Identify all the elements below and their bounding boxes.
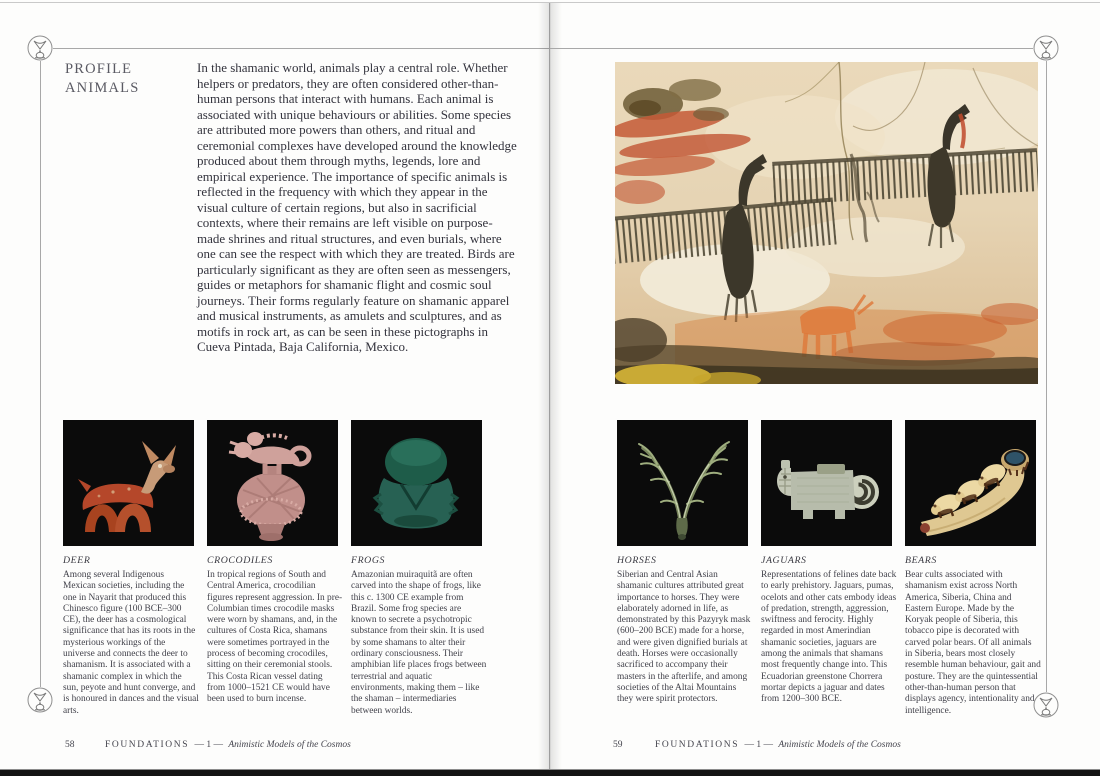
figure-frog <box>351 420 482 546</box>
deer-figure-image <box>63 420 194 546</box>
caption-title: CROCODILES <box>207 555 273 566</box>
crocodile-vessel-image <box>207 420 338 546</box>
horse-mask-image <box>617 420 748 546</box>
footer-chapter: Animistic Models of the Cosmos <box>228 740 351 750</box>
profile-heading <box>65 60 139 98</box>
bear-pipe-image <box>905 420 1036 546</box>
caption-text: In tropical regions of South and Central America, crocodilian figures represent aggression. In pre-Columbian times crocodile masks were worn by shamans, and, in the cultures of Costa Rica, shamans were sometimes portrayed in the process of becoming crocodiles, sitting on their ceremonial stools. This Costa Rican vessel dating from 1000–1521 CE would have been used to burn incense. <box>207 570 343 705</box>
profile-heading-line1: PROFILE <box>65 61 133 77</box>
gutter-divider <box>549 3 550 769</box>
caption-title: BEARS <box>905 555 937 566</box>
caption-title: FROGS <box>351 555 386 566</box>
cueva-pintada-pictographs-image <box>615 62 1038 384</box>
drum-ornament-icon <box>27 687 53 713</box>
caption-horses <box>617 555 753 706</box>
figure-crocodile <box>207 420 338 546</box>
profile-heading-line2: ANIMALS <box>65 80 140 96</box>
caption-text: Representations of felines date back to early prehistory. Jaguars, pumas, ocelots and other cats embody ideas of predation, strength, aggression, swiftness and ferocity. Highly regarded in most Amerindian shamanic societies, jaguars are among the animals that shamans most frequently change into. This Ecuadorian greenstone Chorrera mortar depicts a jaguar and dates from 1200–300 BCE. <box>761 570 897 705</box>
footer-section: FOUNDATIONS <box>655 740 740 750</box>
page-number-right: 59 <box>613 740 623 750</box>
caption-bears <box>905 555 1041 717</box>
caption-deer <box>63 555 199 717</box>
caption-text: Among several Indigenous Mexican societies, including the one in Nayarit that produced this Chinesco figure (100 BCE–300 CE), the deer has a cosmological significance that has its roots in the mysterious workings of the universe and connects the deer to shamanism. It is associated with a shamanic complex in which the sun, peyote and hunt converge, and is honoured in dances and the visual arts. <box>63 570 199 716</box>
figure-rock-art <box>615 62 1038 384</box>
running-footer-right <box>655 740 901 750</box>
caption-text: Bear cults associated with shamanism exist across North America, Siberia, China and Eastern Europe. Made by the Koryak people of Siberia, this tobacco pipe is decorated with carved polar bears. Of all animals in Siberia, bears most closely resemble human behaviour, gait and posture. They are the quintessential other-than-human person that displays agency, intentionality and intelligence. <box>905 570 1041 716</box>
side-rule-left <box>40 61 41 687</box>
caption-frogs <box>351 555 487 717</box>
figure-jaguar-mortar <box>761 420 892 546</box>
top-rule-left <box>53 48 550 49</box>
caption-title: JAGUARS <box>761 555 807 566</box>
figure-deer <box>63 420 194 546</box>
page-number-left: 58 <box>65 740 75 750</box>
intro-paragraph: In the shamanic world, animals play a central role. Whether helpers or predators, they are often considered other-than-human persons that interact with humans. Each animal is associated with unique behaviours or abilities. Some species are attributed more powers than others, and ritual and ceremonial complexes have developed around the knowledge produced about them through myths, legends, lore and empirical experience. The importance of specific animals is reflected in the frequency with which they appear in the visual culture of certain regions, but also in sacrificial contexts, where their remains are left visible on purpose-made shrines and ritual structures, and even burials, where one can see the respect with which they are treated. Birds are particularly significant as they are often seen as messengers, guides or metaphors for shamanic flight and cosmic soul journeys. Their forms regularly feature on shamanic apparel and musical instruments, as amulets and sculptures, and as motifs in rock art, as can be seen in these pictographs in Cueva Pintada, Baja California, Mexico. <box>197 60 517 354</box>
jaguar-mortar-image <box>761 420 892 546</box>
footer-separator: — 1 — <box>744 740 773 750</box>
gutter-shadow <box>538 3 562 769</box>
footer-chapter: Animistic Models of the Cosmos <box>778 740 901 750</box>
caption-jaguars <box>761 555 897 706</box>
caption-title: DEER <box>63 555 91 566</box>
drum-ornament-icon <box>27 35 53 61</box>
footer-separator: — 1 — <box>194 740 223 750</box>
running-footer-left <box>105 740 351 750</box>
frog-amulet-image <box>351 420 482 546</box>
caption-text: Amazonian muiraquitã are often carved into the shape of frogs, like this c. 1300 CE example from Brazil. Some frog species are known to secrete a psychotropic substance from their skin. It is used by some shamans to alter their ordinary consciousness. Their amphibian life places frogs between terrestrial and aquatic environments, making them – like the shaman – intermediaries between worlds. <box>351 570 487 716</box>
caption-crocodiles <box>207 555 343 706</box>
side-rule-right <box>1046 61 1047 692</box>
figure-horse-mask <box>617 420 748 546</box>
figure-bear-pipe <box>905 420 1036 546</box>
footer-section: FOUNDATIONS <box>105 740 190 750</box>
top-rule-right <box>550 48 1033 49</box>
caption-title: HORSES <box>617 555 657 566</box>
caption-text: Siberian and Central Asian shamanic cultures attributed great importance to horses. They were elaborately adorned in life, as demonstrated by this Pazyryk mask (600–200 BCE) made for a horse, and were given dignified burials at death. Horses were occasionally sacrificed to accompany their masters in the afterlife, and among societies of the Altai Mountains they were spirit protectors. <box>617 570 751 705</box>
scan-bottom-edge <box>0 769 1100 776</box>
drum-ornament-icon <box>1033 35 1059 61</box>
